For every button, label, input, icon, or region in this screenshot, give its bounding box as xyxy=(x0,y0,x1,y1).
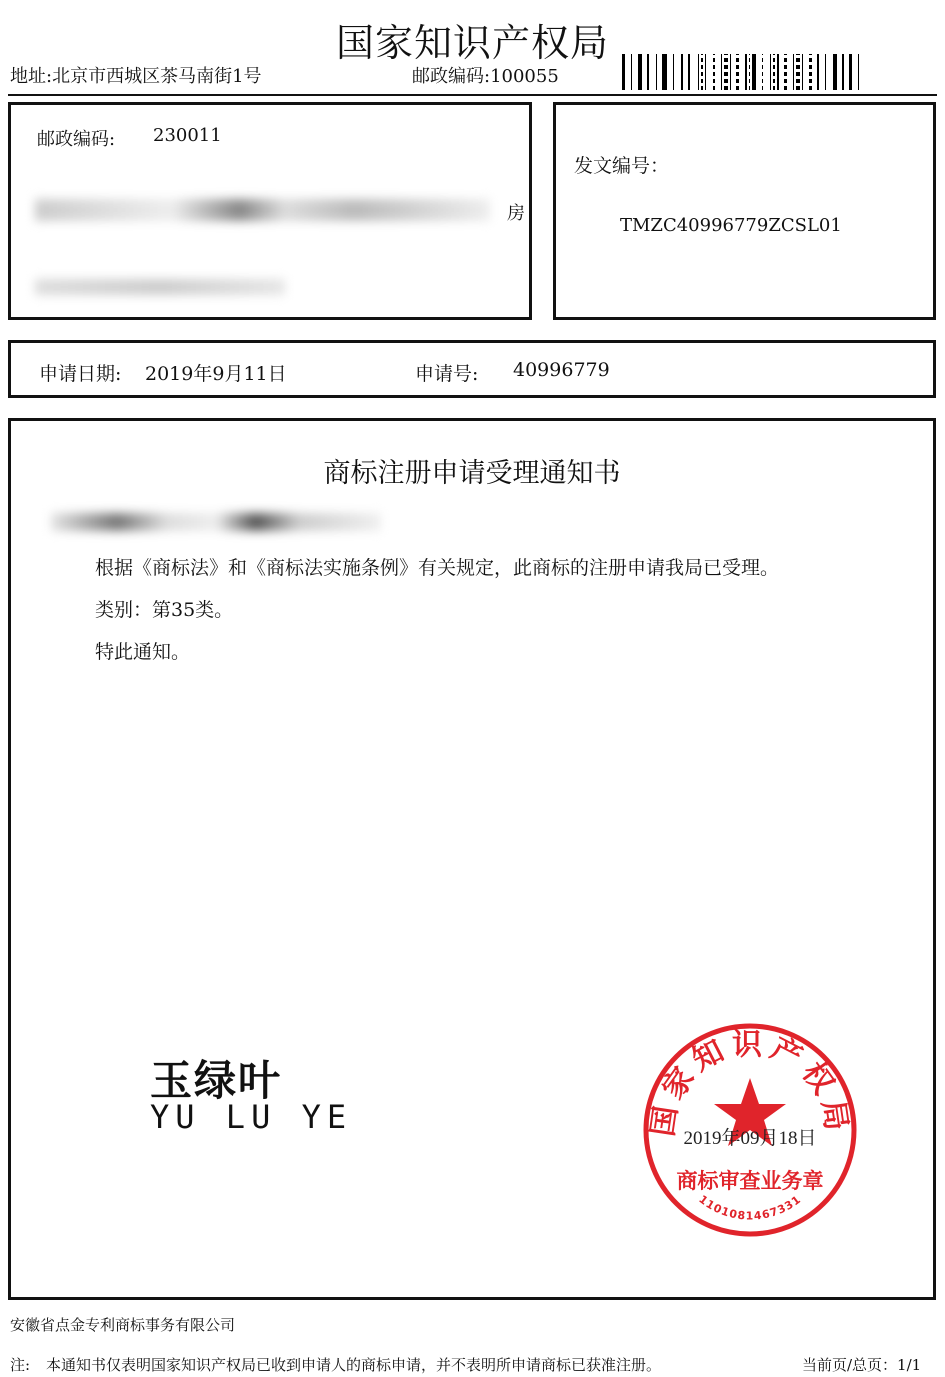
doc-number-value: TMZC40996779ZCSL01 xyxy=(620,215,842,236)
application-date-label: 申请日期: xyxy=(39,363,122,385)
redacted-address xyxy=(35,199,490,221)
recipient-postcode-label: 邮政编码: xyxy=(37,129,116,150)
redacted-applicant xyxy=(51,513,381,531)
barcode xyxy=(622,54,934,90)
footer-note-text: 本通知书仅表明国家知识产权局已收到申请人的商标申请，并不表明所申请商标已获准注册。 xyxy=(46,1356,662,1374)
redacted-recipient-name xyxy=(35,279,285,295)
header-divider xyxy=(8,94,937,96)
svg-text:1101081467331 xyxy=(696,1193,803,1223)
application-number-label: 申请号: xyxy=(415,363,479,385)
recipient-box xyxy=(8,102,532,320)
notice-paragraph-1: 根据《商标法》和《商标法实施条例》有关规定，此商标的注册申请我局已受理。 xyxy=(95,557,780,579)
doc-number-label: 发文编号： xyxy=(574,155,670,177)
footer-note-label: 注: xyxy=(10,1356,31,1374)
application-info-box xyxy=(8,340,936,398)
notice-paragraph-2: 类别：第35类。 xyxy=(95,599,234,621)
trademark-pinyin: YU LU YE xyxy=(150,1098,353,1136)
office-address: 地址:北京市西城区茶马南街1号 xyxy=(10,66,262,87)
agency-name: 安徽省点金专利商标事务有限公司 xyxy=(10,1316,236,1334)
doc-number-box xyxy=(553,102,936,320)
address-tail: 房 xyxy=(507,203,525,224)
seal-serial: 1101081467331 xyxy=(696,1192,804,1223)
office-postcode: 邮政编码:100055 xyxy=(412,66,559,87)
seal-arc-text: 国家知识产权局 xyxy=(645,1027,855,1139)
application-number-value: 40996779 xyxy=(513,359,610,381)
notice-heading: 商标注册申请受理通知书 xyxy=(323,458,621,489)
page-title: 国家知识产权局 xyxy=(335,21,609,65)
trademark-chinese: 玉绿叶 xyxy=(150,1056,283,1105)
recipient-postcode-value: 230011 xyxy=(153,125,222,146)
application-date-value: 2019年9月11日 xyxy=(145,363,287,385)
notice-paragraph-3: 特此通知。 xyxy=(95,641,191,663)
official-seal xyxy=(640,1020,860,1240)
seal-bottom-text: 商标审查业务章 xyxy=(676,1169,824,1193)
seal-date: 2019年09月18日 xyxy=(683,1128,817,1149)
page-indicator: 当前页/总页：1/1 xyxy=(802,1356,922,1374)
